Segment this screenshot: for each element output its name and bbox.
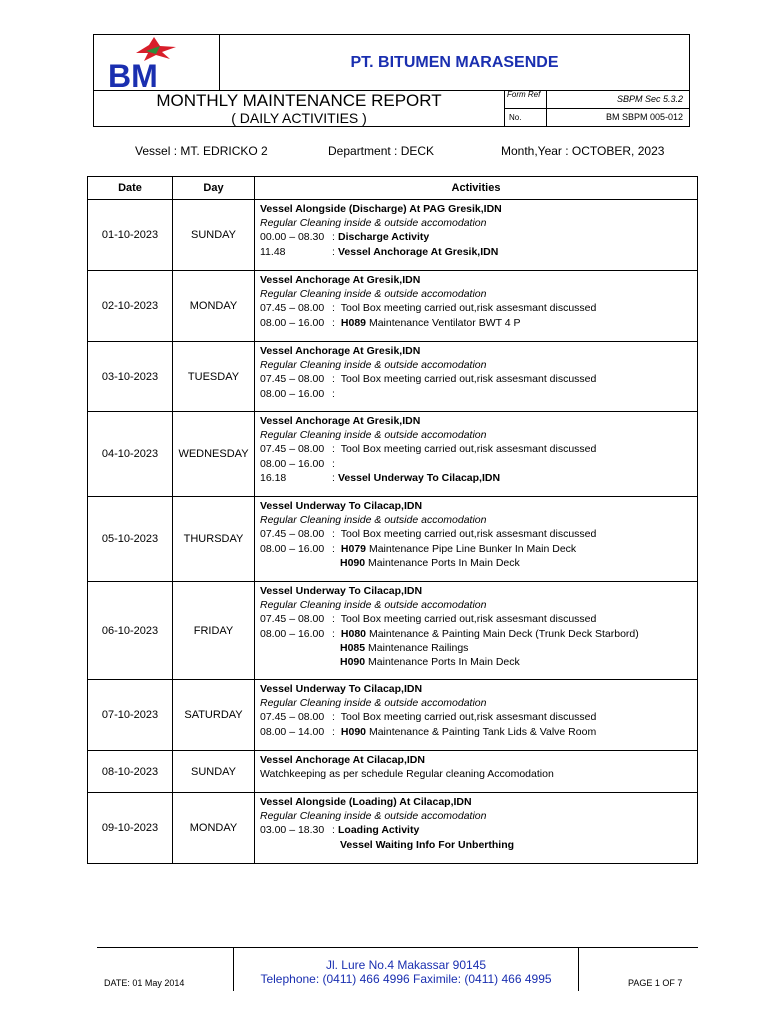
company-logo [94, 35, 220, 90]
activity-line: 08.00 – 16.00 : [260, 457, 335, 470]
activity-line: 08.00 – 16.00 : H089 Maintenance Ventilator BWT 4 P [260, 316, 521, 329]
row-date: 04-10-2023 [88, 412, 173, 497]
activity-text: Tool Box meeting carried out,risk assesmant discussed [340, 528, 597, 541]
activity-text: Tool Box meeting carried out,risk assesmant discussed [340, 373, 597, 386]
footer-contact [233, 948, 579, 991]
table-row [88, 751, 698, 793]
job-code: H085 [340, 641, 366, 654]
activity-line [260, 655, 697, 669]
time-range: 07.45 – 08.00 [260, 302, 325, 315]
table-row [88, 793, 698, 864]
row-day: THURSDAY [173, 497, 255, 582]
row-day: MONDAY [173, 793, 255, 864]
activity-line: 00.00 – 08.30 : Discharge Activity [260, 231, 430, 244]
location-status: Vessel Underway To Cilacap,IDN [260, 500, 423, 512]
time-range: 07.45 – 08.00 [260, 528, 325, 541]
activity-text: Maintenance & Painting Tank Lids & Valve Room [368, 725, 597, 738]
row-activities [255, 342, 698, 412]
job-code: H079 [340, 542, 367, 555]
column-header-activities: Activities [255, 177, 698, 200]
time-range: 07.45 – 08.00 [260, 443, 325, 456]
location-status: Vessel Underway To Cilacap,IDN [260, 683, 423, 695]
time-range: 11.48 [260, 245, 286, 258]
company-name: PT. BITUMEN MARASENDE [220, 35, 689, 91]
job-code: H090 [340, 725, 367, 738]
activity-line: 08.00 – 16.00 : [260, 387, 335, 400]
report-title: MONTHLY MAINTENANCE REPORT [156, 91, 442, 110]
activity-text: Tool Box meeting carried out,risk assesmant discussed [340, 711, 597, 724]
row-day: MONDAY [173, 271, 255, 342]
time-range: 03.00 – 18.30 [260, 824, 325, 837]
activity-text: Tool Box meeting carried out,risk assesmant discussed [340, 302, 597, 315]
location-status: Vessel Anchorage At Cilacap,IDN [260, 754, 425, 766]
activity-line: 08.00 – 16.00 : H080 Maintenance & Painting Main Deck (Trunk Deck Starbord) [260, 627, 639, 640]
row-day: FRIDAY [173, 582, 255, 680]
activities-table [87, 176, 698, 864]
time-range: 16.18 [260, 471, 287, 484]
row-activities [255, 200, 698, 271]
time-range: 08.00 – 16.00 [260, 627, 325, 640]
job-code: H089 [340, 316, 367, 329]
activity-line: 11.48 : Vessel Anchorage At Gresik,IDN [260, 245, 499, 258]
row-date: 05-10-2023 [88, 497, 173, 582]
activity-line: 07.45 – 08.00 : Tool Box meeting carried out,risk assesmant discussed [260, 613, 597, 626]
table-row [88, 497, 698, 582]
table-row [88, 271, 698, 342]
table-header-row [88, 177, 698, 200]
activity-line: 07.45 – 08.00 : Tool Box meeting carried out,risk assesmant discussed [260, 443, 597, 456]
row-day: SATURDAY [173, 680, 255, 751]
row-date: 06-10-2023 [88, 582, 173, 680]
regular-cleaning: Regular Cleaning inside & outside accomodation [260, 697, 487, 710]
activity-text: Maintenance & Painting Main Deck (Trunk Deck Starbord) [368, 627, 639, 640]
activity-text: Tool Box meeting carried out,risk assesmant discussed [340, 613, 597, 626]
document-header [93, 34, 690, 127]
time-range: 07.45 – 08.00 [260, 613, 325, 626]
regular-cleaning: Regular Cleaning inside & outside accomodation [260, 217, 487, 230]
report-subtitle: ( DAILY ACTIVITIES ) [231, 110, 367, 126]
location-status: Vessel Anchorage At Gresik,IDN [260, 345, 421, 357]
regular-cleaning: Regular Cleaning inside & outside accomodation [260, 429, 487, 442]
regular-cleaning: Regular Cleaning inside & outside accomodation [260, 359, 487, 372]
activity-line: 08.00 – 16.00 : H079 Maintenance Pipe Line Bunker In Main Deck [260, 542, 577, 555]
row-date: 01-10-2023 [88, 200, 173, 271]
activity-text: Maintenance Pipe Line Bunker In Main Deck [368, 542, 577, 555]
activity-text: Discharge Activity [338, 231, 430, 244]
time-range: 07.45 – 08.00 [260, 373, 325, 386]
row-day: SUNDAY [173, 751, 255, 793]
time-range: 08.00 – 14.00 [260, 725, 325, 738]
table-row [88, 680, 698, 751]
footer-phone: Telephone: (0411) 466 4996 Faximile: (0411) 466 4995 [260, 972, 552, 986]
activity-line [260, 641, 697, 655]
time-range: 08.00 – 16.00 [260, 387, 325, 400]
activity-text: Vessel Waiting Info For Unberthing [340, 838, 515, 851]
row-day: TUESDAY [173, 342, 255, 412]
table-row [88, 582, 698, 680]
footer-address: Jl. Lure No.4 Makassar 90145 [325, 958, 487, 972]
time-range: 07.45 – 08.00 [260, 711, 325, 724]
doc-no-label: No. [504, 109, 551, 126]
activity-text: Maintenance Ventilator BWT 4 P [368, 316, 521, 329]
activity-line: 07.45 – 08.00 : Tool Box meeting carried out,risk assesmant discussed [260, 302, 597, 315]
row-date: 08-10-2023 [88, 751, 173, 793]
table-row [88, 200, 698, 271]
page-number: PAGE 1 OF 7 [628, 978, 683, 988]
activity-line: 07.45 – 08.00 : Tool Box meeting carried out,risk assesmant discussed [260, 711, 597, 724]
activity-line: 16.18 : Vessel Underway To Cilacap,IDN [260, 471, 501, 484]
activity-line: 07.45 – 08.00 : Tool Box meeting carried out,risk assesmant discussed [260, 528, 597, 541]
regular-cleaning: Regular Cleaning inside & outside accomodation [260, 514, 487, 527]
location-status: Vessel Anchorage At Gresik,IDN [260, 415, 421, 427]
activity-line: 08.00 – 14.00 : H090 Maintenance & Painting Tank Lids & Valve Room [260, 725, 597, 738]
regular-cleaning: Regular Cleaning inside & outside accomodation [260, 599, 487, 612]
row-day: SUNDAY [173, 200, 255, 271]
table-row [88, 342, 698, 412]
row-date: 03-10-2023 [88, 342, 173, 412]
watchkeeping-note: Watchkeeping as per schedule Regular cleaning Accomodation [260, 768, 554, 781]
activity-text: Vessel Underway To Cilacap,IDN [338, 471, 501, 484]
row-activities [255, 412, 698, 497]
location-status: Vessel Alongside (Loading) At Cilacap,IDN [260, 796, 472, 808]
footer-date: DATE: 01 May 2014 [104, 978, 185, 988]
time-range: 08.00 – 16.00 [260, 316, 325, 329]
table-row [88, 412, 698, 497]
report-title-block [94, 91, 504, 126]
location-status: Vessel Alongside (Discharge) At PAG Gresik,IDN [260, 203, 502, 215]
month-year-info: Month,Year : OCTOBER, 2023 [501, 144, 665, 158]
row-date: 07-10-2023 [88, 680, 173, 751]
activity-line [260, 838, 697, 852]
time-range: 08.00 – 16.00 [260, 457, 325, 470]
vessel-info: Vessel : MT. EDRICKO 2 [135, 144, 268, 158]
department-info: Department : DECK [328, 144, 435, 158]
row-activities [255, 497, 698, 582]
time-range: 00.00 – 08.30 [260, 231, 325, 244]
bm-logo-icon [94, 35, 219, 90]
row-activities [255, 582, 698, 680]
activity-text: Tool Box meeting carried out,risk assesmant discussed [340, 443, 597, 456]
doc-no-value: BM SBPM 005-012 [546, 109, 689, 126]
job-code: H090 [340, 556, 366, 569]
activity-line: 07.45 – 08.00 : Tool Box meeting carried out,risk assesmant discussed [260, 373, 597, 386]
form-ref-label: Form Ref [504, 91, 549, 108]
job-code: H090 [340, 656, 366, 669]
row-activities [255, 271, 698, 342]
location-status: Vessel Anchorage At Gresik,IDN [260, 274, 421, 286]
row-date: 02-10-2023 [88, 271, 173, 342]
activity-text: Maintenance Ports In Main Deck [368, 556, 520, 569]
row-activities [255, 680, 698, 751]
time-range: 08.00 – 16.00 [260, 542, 325, 555]
column-header-day: Day [173, 177, 255, 200]
activity-text: Maintenance Ports In Main Deck [368, 656, 520, 669]
regular-cleaning: Regular Cleaning inside & outside accomodation [260, 810, 487, 823]
activity-text: Vessel Anchorage At Gresik,IDN [338, 245, 499, 258]
form-ref-value: SBPM Sec 5.3.2 [546, 91, 689, 108]
activity-line: 03.00 – 18.30 : Loading Activity [260, 824, 420, 837]
row-date: 09-10-2023 [88, 793, 173, 864]
row-day: WEDNESDAY [173, 412, 255, 497]
location-status: Vessel Underway To Cilacap,IDN [260, 585, 423, 597]
column-header-date: Date [88, 177, 173, 200]
row-activities [255, 793, 698, 864]
regular-cleaning: Regular Cleaning inside & outside accomodation [260, 288, 487, 301]
job-code: H080 [340, 627, 367, 640]
row-activities [255, 751, 698, 793]
activity-text: Loading Activity [338, 824, 420, 837]
activity-text: Maintenance Railings [368, 641, 469, 654]
activity-line [260, 556, 697, 570]
svg-text:BM: BM [108, 58, 158, 90]
